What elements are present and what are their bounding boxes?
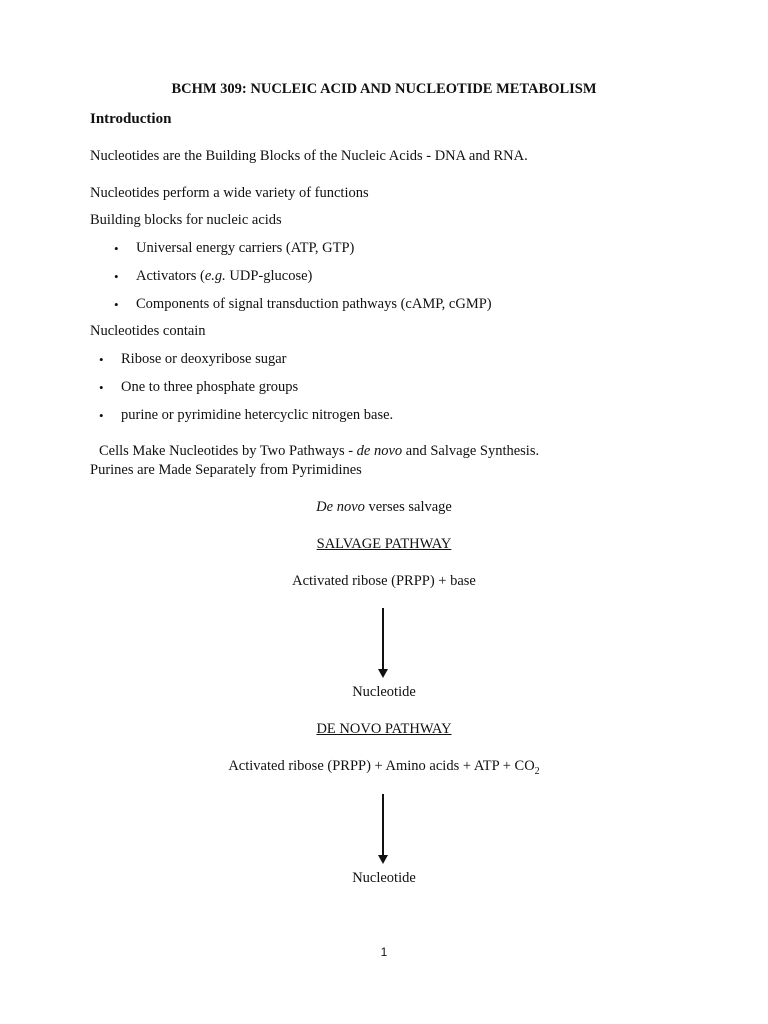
salvage-heading <box>0 536 768 553</box>
list-item: purine or pyrimidine hetercyclic nitrogen base. <box>121 407 394 423</box>
bullet-icon: • <box>99 352 104 367</box>
denovo-output: Nucleotide <box>352 870 416 886</box>
list-item: Universal energy carriers (ATP, GTP) <box>136 240 355 256</box>
page-number: 1 <box>380 945 388 959</box>
eg-italic: e.g. <box>204 268 226 284</box>
bullet-icon: • <box>114 269 119 284</box>
document-title: BCHM 309: NUCLEIC ACID AND NUCLEOTIDE METABOLISM <box>171 81 597 97</box>
list-item: Ribose or deoxyribose sugar <box>121 351 287 367</box>
purines-line: Purines are Made Separately from Pyrimidines <box>90 462 362 478</box>
activators-prefix: Activators ( <box>136 268 205 284</box>
bullet-icon: • <box>99 380 104 395</box>
activators-suffix: UDP-glucose) <box>225 268 313 284</box>
functions-intro: Nucleotides perform a wide variety of functions <box>90 185 369 201</box>
denovo-heading-text: DE NOVO PATHWAY <box>316 721 452 737</box>
salvage-input: Activated ribose (PRPP) + base <box>292 573 476 589</box>
down-arrow-icon <box>378 669 388 678</box>
co2-subscript: 2 <box>534 765 540 777</box>
contains-label: Nucleotides contain <box>90 323 206 339</box>
bullet-icon: • <box>114 241 119 256</box>
salvage-arrow-shaft <box>382 608 384 670</box>
versus-line <box>0 499 768 516</box>
denovo-heading <box>0 721 768 738</box>
list-item: Components of signal transduction pathways (cAMP, cGMP) <box>136 296 492 312</box>
versus-italic: De novo <box>316 499 365 515</box>
intro-paragraph: Nucleotides are the Building Blocks of the Nucleic Acids - DNA and RNA. <box>90 148 528 164</box>
versus-rest: verses salvage <box>364 499 452 515</box>
salvage-heading-text: SALVAGE PATHWAY <box>316 536 452 552</box>
denovo-input <box>0 758 768 777</box>
list-item: One to three phosphate groups <box>121 379 299 395</box>
bullet-icon: • <box>114 297 119 312</box>
introduction-heading: Introduction <box>90 111 172 127</box>
de-novo-italic: de novo <box>356 443 403 459</box>
denovo-input-text: Activated ribose (PRPP) + Amino acids + ATP + CO <box>228 758 535 774</box>
denovo-arrow-shaft <box>382 794 384 856</box>
building-blocks-line: Building blocks for nucleic acids <box>90 212 282 228</box>
list-item <box>136 268 312 285</box>
bullet-icon: • <box>99 408 104 423</box>
pathways-suffix: and Salvage Synthesis. <box>402 443 540 459</box>
pathways-line <box>99 443 539 460</box>
down-arrow-icon <box>378 855 388 864</box>
pathways-prefix: Cells Make Nucleotides by Two Pathways - <box>99 443 357 459</box>
salvage-output: Nucleotide <box>352 684 416 700</box>
